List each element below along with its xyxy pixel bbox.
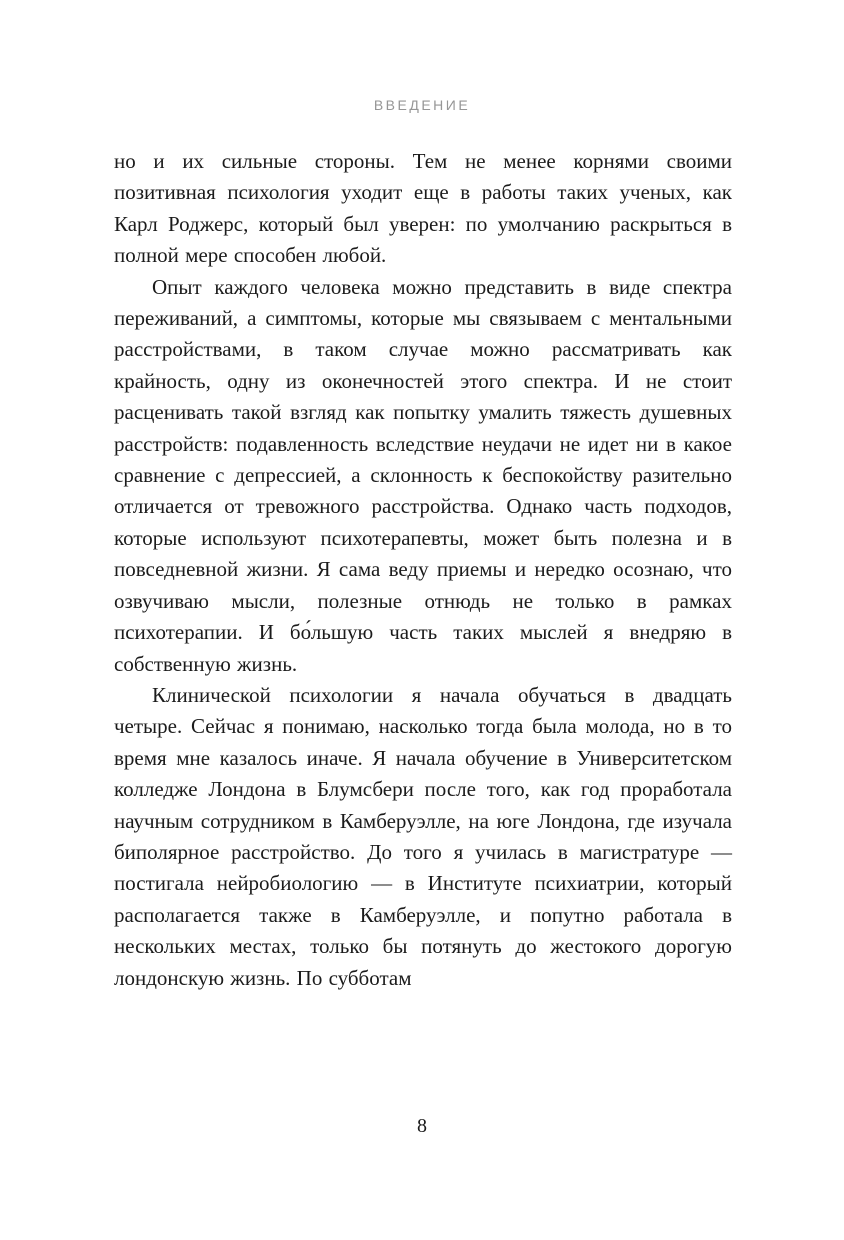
body-paragraph: но и их сильные стороны. Тем не менее корнями своими позитивная психология уходит еще в работы таких ученых, как Карл Роджерс, который был уверен: по умолчанию раскрыться в полной мере способен любой. — [114, 149, 732, 268]
body-paragraph: Опыт каждого человека можно представить в виде спектра переживаний, а симптомы, которые мы связываем с ментальными расстройствами, в таком случае можно рассматривать как крайность, одну из оконечностей этого спектра. И не стоит расценивать такой взгляд как попытку умалить тяжесть душевных расстройств: подавленность вследствие неудачи не идет ни в какое сравнение с депрессией, а склонность к беспокойству разительно отличается от тревожного расстройства. Однако часть подходов, которые используют психотерапевты, может быть полезна и в повседневной жизни. Я сама веду приемы и нередко осознаю, что озвучиваю мысли, полезные отнюдь не только в рамках психотерапии. И бо́льшую часть таких мыслей я внедряю в собственную жизнь. — [114, 274, 732, 676]
page-number: 8 — [417, 1115, 427, 1137]
body-paragraph: Клинической психологии я начала обучаться в двадцать четыре. Сейчас я понимаю, насколько тогда была молода, но в то время мне казалось иначе. Я начала обучение в Университетском колледже Лондона в Блумсбери после того, как год проработала научным сотрудником в Камберуэлле, на юге Лондона, где изучала биполярное расстройство. До того я училась в магистратуре — постигала нейробиологию — в Институте психиатрии, который располагается также в Камберуэлле, и попутно работала в нескольких местах, только бы потянуть до жестокого дорогую лондонскую жизнь. По субботам — [114, 682, 732, 990]
text-block — [114, 146, 732, 994]
running-head: ВВЕДЕНИЕ — [373, 97, 471, 113]
